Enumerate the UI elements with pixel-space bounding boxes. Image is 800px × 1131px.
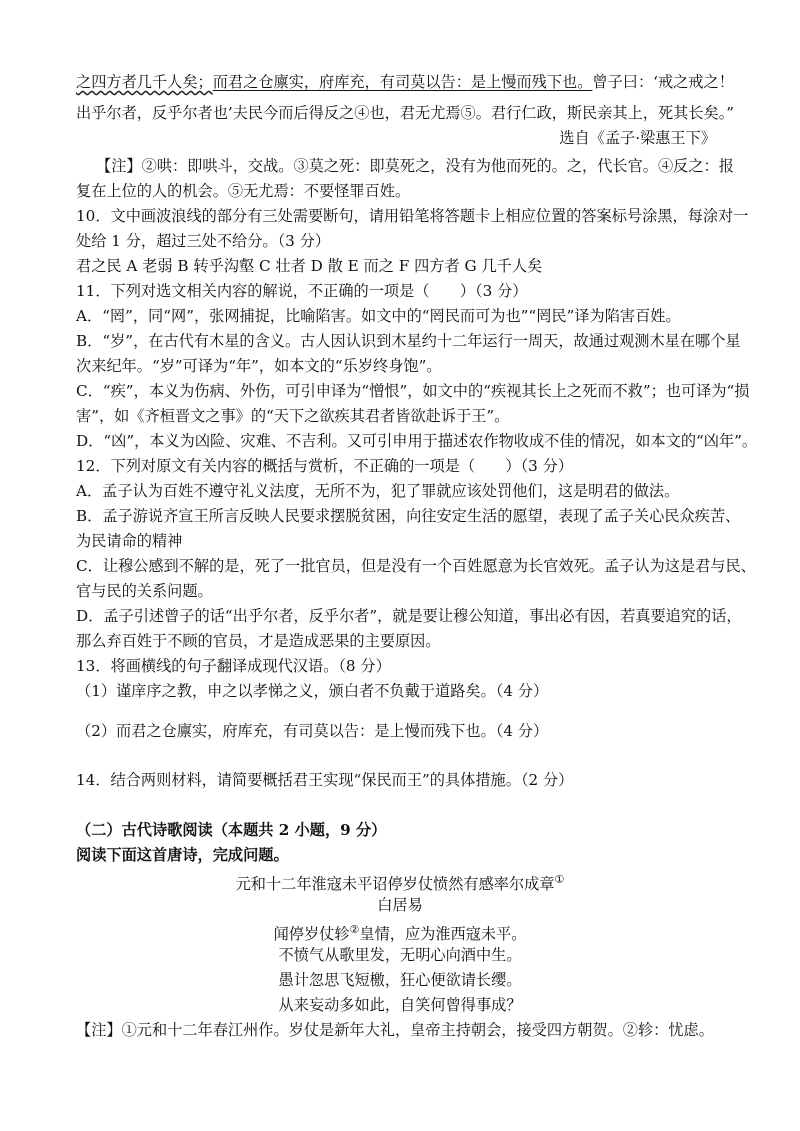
q11-option-d: D．“凶”，本义为凶险、灾难、不吉利。又可引申用于描述农作物收成不佳的情况，如本文的“凶年”。: [76, 432, 758, 450]
poem-text: 皇情，应为淮西寇未平。: [359, 925, 527, 944]
q13-stem: 13．将画横线的句子翻译成现代汉语。（8 分）: [76, 657, 391, 675]
passage-line-1: [76, 72, 734, 92]
section-instruction: 阅读下面这首唐诗，完成问题。: [76, 846, 289, 864]
notes-line-2: 复在上位的人的机会。⑤无尤焉：不要怪罪百姓。: [76, 182, 411, 200]
poem-line-3: 愚计忽思飞短檄，狂心便欲请长缨。: [278, 971, 522, 989]
q11-option-a: A．“罔”，同“网”，张网捕捉，比喻陷害。如文中的“罔民而可为也”“罔民”译为陷害百姓。: [76, 307, 681, 325]
q14-stem: 14．结合两则材料，请简要概括君王实现“保民而王”的具体措施。（2 分）: [76, 771, 574, 789]
q12-option-c-line-2: 官与民的关系问题。: [76, 582, 213, 600]
footnote-mark: ①: [554, 873, 565, 886]
q10-stem-line-1: 10．文中画波浪线的部分有三处需要断句，请用铅笔将答题卡上相应位置的答案标号涂黑，每涂对一: [76, 207, 749, 225]
poem-line-4: 从来妄动多如此，自笑何曾得事成？: [278, 996, 522, 1014]
q11-option-c-line-1: C．“疾”，本义为伤病、外伤，可引申译为“憎恨”，如文中的“疾视其长上之死而不救”；也可译为“损: [76, 382, 750, 400]
q12-option-d-line-1: D．孟子引述曾子的话“出乎尔者，反乎尔者”，就是要让穆公知道，事出必有因，若真要追究的话，: [76, 607, 742, 625]
q11-option-b-line-2: 次来纪年。“岁”可译为“年”，如本文的“乐岁终身饱”。: [76, 357, 442, 375]
q12-stem: 12．下列对原文有关内容的概括与赏析，不正确的一项是（ ）（3 分）: [76, 457, 574, 475]
poem-text: 闻停岁仗轸: [273, 925, 350, 944]
passage-source: 选自《孟子·梁惠王下》: [559, 129, 716, 147]
q11-option-c-line-2: 害”，如《齐桓晋文之事》的“天下之欲疾其君者皆欲赴诉于王”。: [76, 407, 510, 425]
poem-line-2: 不愤气从歌里发，无明心向酒中生。: [278, 946, 522, 964]
q11-option-b-line-1: B．“岁”，在古代有木星的含义。古人因认识到木星约十二年运行一周天，故通过观测木星在哪个星: [76, 332, 741, 350]
q13-sentence-1: （1）谨庠序之教，申之以孝悌之义，颁白者不负戴于道路矣。（4 分）: [76, 682, 549, 700]
q13-sentence-2: （2）而君之仓廪实，府库充，有司莫以告：是上慢而残下也。（4 分）: [76, 722, 549, 740]
q12-option-d-line-2: 那么弃百姓于不顾的官员，才是造成恶果的主要原因。: [76, 632, 441, 650]
poem-title-text: 元和十二年淮寇未平诏停岁仗愤然有感率尔成章: [235, 875, 555, 894]
wavy-underlined-text: 之四方者几千人矣；: [76, 73, 213, 91]
q10-options: 君之民 A 老弱 B 转乎沟壑 C 壮者 D 散 E 而之 F 四方者 G 几千人矣: [76, 257, 543, 275]
poem-line-1: [0, 920, 800, 944]
underlined-sentence: 而君之仓廪实，府库充，有司莫以告：是上慢而残下也。: [212, 73, 593, 91]
footnote-mark: ②: [349, 923, 360, 936]
q11-stem: 11．下列对选文相关内容的解说，不正确的一项是（ ）（3 分）: [76, 282, 528, 300]
section-heading: （二）古代诗歌阅读（本题共 2 小题，9 分）: [76, 821, 387, 839]
q10-stem-line-2: 处给 1 分，超过三处不给分。（3 分）: [76, 232, 331, 250]
notes-line-1: 【注】②哄：即哄斗，交战。③莫之死：即莫死之，没有为他而死的。之，代长官。④反之：报: [96, 157, 734, 175]
passage-line-2: 出乎尔者，反乎尔者也’夫民今而后得反之④也，君无尤焉⑤。君行仁政，斯民亲其上，死其长矣。”: [76, 104, 735, 122]
poem-note: 【注】①元和十二年春江州作。岁仗是新年大礼，皇帝主持朝会，接受四方朝贺。②轸：忧虑。: [76, 1021, 714, 1039]
poem-title: [0, 870, 800, 894]
q12-option-c-line-1: C．让穆公感到不解的是，死了一批官员，但是没有一个百姓愿意为长官效死。孟子认为这是君与民、: [76, 557, 756, 575]
q12-option-b-line-2: 为民请命的精神: [76, 532, 183, 550]
poem-author: 白居易: [377, 896, 423, 914]
q12-option-a: A．孟子认为百姓不遵守礼义法度，无所不为，犯了罪就应该处罚他们，这是明君的做法。: [76, 482, 680, 500]
passage-text: 曾子曰：‘戒之戒之！: [592, 73, 734, 91]
q12-option-b-line-1: B．孟子游说齐宣王所言反映人民要求摆脱贫困，向往安定生活的愿望，表现了孟子关心民众疾苦、: [76, 507, 741, 525]
